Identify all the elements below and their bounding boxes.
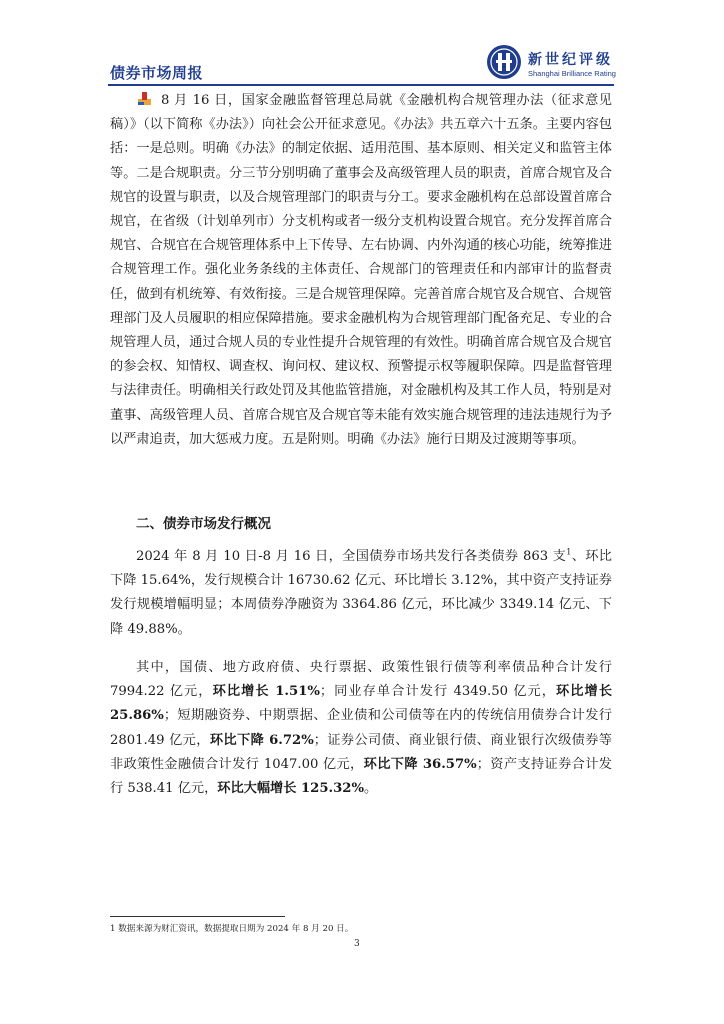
breakdown-text-3: ；短期融资券、中期票据、企业债和公司债等在内的传统信用债券合计发行 2801.49 亿元，: [110, 708, 612, 748]
footnote: 1 数据来源为财汇资讯，数据提取日期为 2024 年 8 月 20 日。: [110, 924, 354, 934]
credit-bond-change: 环比下降 6.72%: [209, 732, 314, 748]
issuance-breakdown-paragraph: [110, 656, 612, 801]
breakdown-text-5: ；资产支持证券合计发行 538.41 亿元，: [110, 756, 612, 797]
breakdown-text-2: ；同业存单合计发行 4349.50 亿元，: [319, 684, 557, 700]
breakdown-text-4: ；证券公司债、商业银行债、商业银行次级债券等非政策性金融债合计发行 1047.00 亿元，: [110, 732, 612, 772]
colored-bullet-icon: [138, 92, 151, 105]
issuance-summary-paragraph: [110, 545, 612, 642]
logo-english-name: Shanghai Brilliance Rating: [528, 69, 616, 78]
financial-bond-change: 环比下降 36.57%: [363, 756, 477, 772]
logo-name: 新世纪评级: [528, 52, 613, 68]
breakdown-text-1: 其中，国债、地方政府债、央行票据、政策性银行债等利率债品种合计发行 7994.22 亿元，: [110, 660, 612, 700]
rate-bond-change: 环比增长 1.51%: [212, 684, 320, 700]
breakdown-text-6: 。: [364, 781, 378, 797]
page-number: 3: [354, 939, 360, 949]
news-text: 8 月 16 日，国家金融监督管理总局就《金融机构合规管理办法（征求意见稿）》（以下简称《办法》）向社会公开征求意见。《办法》共五章六十五条。主要内容包括：一是总则。明确《办法》的制定依据、适用范围、基本原则、相关定义和监管主体等。二是合规职责。分三节分别明确了董事会及高级管理人员的职责，首席合规官及合规官的设置与职责，以及合规管理部门的职责与分工。要求金融机构在总部设置首席合规官，在省级（计划单列市）分支机构或者一级分支机构设置合规官。充分发挥首席合规官、合规官在合规管理体系中上下传导、左右协调、内外沟通的核心功能，统筹推进合规管理工作。强化业务条线的主体责任、合规部门的管理责任和内部审计的监督责任，做到有机统筹、有效衔接。三是合规管理保障。完善首席合规官及合规官、合规管理部门及人员履职的相应保障措施。要求金融机构为合规管理部门配备充足、专业的合规管理人员，通过合规人员的专业性提升合规管理的有效性。明确首席合规官及合规官的参会权、知情权、调查权、询问权、建议权、预警提示权等履职保障。四是监督管理与法律责任。明确相关行政处罚及其他监管措施，对金融机构及其工作人员，特别是对董事、高级管理人员、首席合规官及合规官等未能有效实施合规管理的违法违规行为予以严肃追责，加大惩戒力度。五是附则。明确《办法》施行日期及过渡期等事项。: [110, 93, 612, 447]
header-divider: [108, 84, 614, 86]
summary-text-a: 2024 年 8 月 10 日-8 月 16 日，全国债券市场共发行各类债券 863 支: [136, 549, 567, 564]
abs-change: 环比大幅增长 125.32%: [217, 781, 364, 797]
brilliance-logo-icon: [486, 44, 522, 80]
footnote-reference[interactable]: 1: [566, 547, 572, 557]
summary-text-b: 、环比下降 15.64%，发行规模合计 16730.62 亿元、环比增长 3.12%，其中资产支持证券发行规模增幅明显；本周债券净融资为 3364.86 亿元，环比减少 3349.14 亿元、下降 49.88%。: [110, 549, 612, 637]
news-paragraph: [110, 89, 612, 452]
report-title: 债券市场周报: [110, 64, 204, 82]
footnote-divider: [110, 916, 285, 917]
ncd-change: 环比增长 25.86%: [110, 684, 613, 724]
section-heading: 二、债券市场发行概况: [136, 516, 271, 532]
